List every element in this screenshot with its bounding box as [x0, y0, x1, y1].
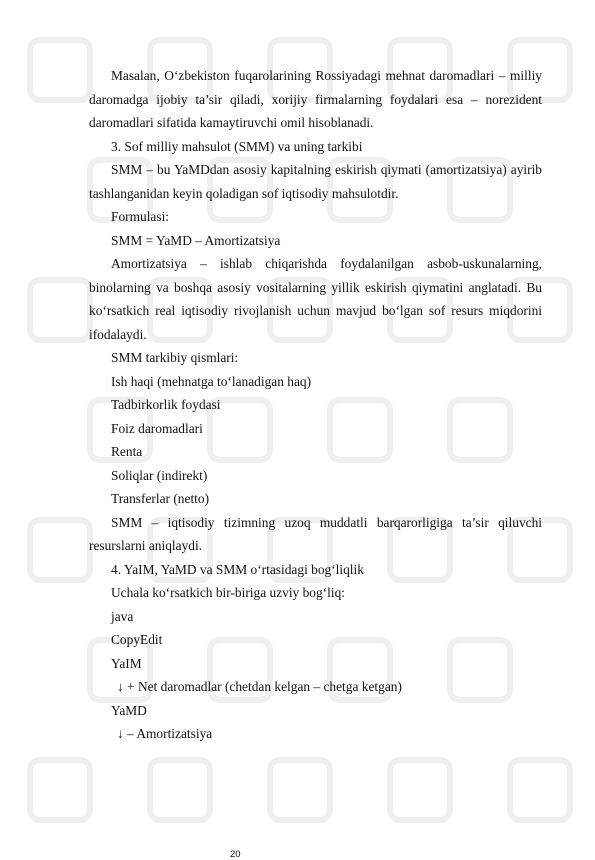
section-heading-4: 4. YaIM, YaMD va SMM o‘rtasidagi bog‘liqlik: [111, 561, 364, 577]
paragraph-intro: Masalan, O‘zbekiston fuqarolarining Rossiyadagi mehnat daromadlari – milliy daromadga ijobiy ta’sir qiladi, xorijiy firmalarning foydalari esa – norezident daromadlari sifatida kamaytiruvchi omil hisoblanadi.: [89, 68, 542, 130]
list-item: Transferlar (netto): [111, 491, 210, 506]
components-heading: SMM tarkibiy qismlari:: [111, 350, 239, 365]
list-item: Foiz daromadlari: [111, 420, 203, 436]
diagram-arrow-amortization: ↓ – Amortizatsiya: [117, 726, 213, 741]
list-item: Renta: [111, 444, 143, 459]
section-heading-3: 3. Sof milliy mahsulot (SMM) va uning tarkibi: [111, 138, 363, 154]
diagram-yaim: YaIM: [111, 655, 142, 671]
paragraph-smm-role: SMM – iqtisodiy tizimning uzoq muddatli barqarorligiga ta’sir qiluvchi resurslarni aniqlaydi.: [89, 514, 542, 553]
code-language-label: java: [111, 608, 134, 624]
diagram-yamd: YaMD: [111, 702, 147, 718]
diagram-arrow-net-income: ↓ + Net daromadlar (chetdan kelgan – chetga ketgan): [117, 679, 402, 694]
paragraph-smm-definition: SMM – bu YaMDdan asosiy kapitalning eskirish qiymati (amortizatsiya) ayirib tashlanganidan keyin qoladigan sof iqtisodiy mahsulotdir.: [89, 162, 542, 201]
list-item: Tadbirkorlik foydasi: [111, 397, 221, 412]
page-number: 20: [230, 849, 241, 860]
formula-label: Formulasi:: [111, 209, 170, 224]
paragraph-amortization: Amortizatsiya – ishlab chiqarishda foydalanilgan asbob-uskunalarning, binolarning va boshqa asosiy vositalarning yillik eskirish qiymatini anglatadi. Bu ko‘rsatkich real iqtisodiy rivojlanish uchun mavjud bo‘lgan sof resurs miqdorini ifodalaydi.: [89, 256, 542, 342]
formula: SMM = YaMD – Amortizatsiya: [111, 232, 281, 248]
document-body: [89, 64, 542, 746]
list-item: Ish haqi (mehnatga to‘lanadigan haq): [111, 373, 312, 389]
relation-intro: Uchala ko‘rsatkich bir-biriga uzviy bog‘liq:: [111, 585, 345, 600]
copy-edit-label: CopyEdit: [111, 632, 163, 647]
list-item: Soliqlar (indirekt): [111, 467, 208, 483]
